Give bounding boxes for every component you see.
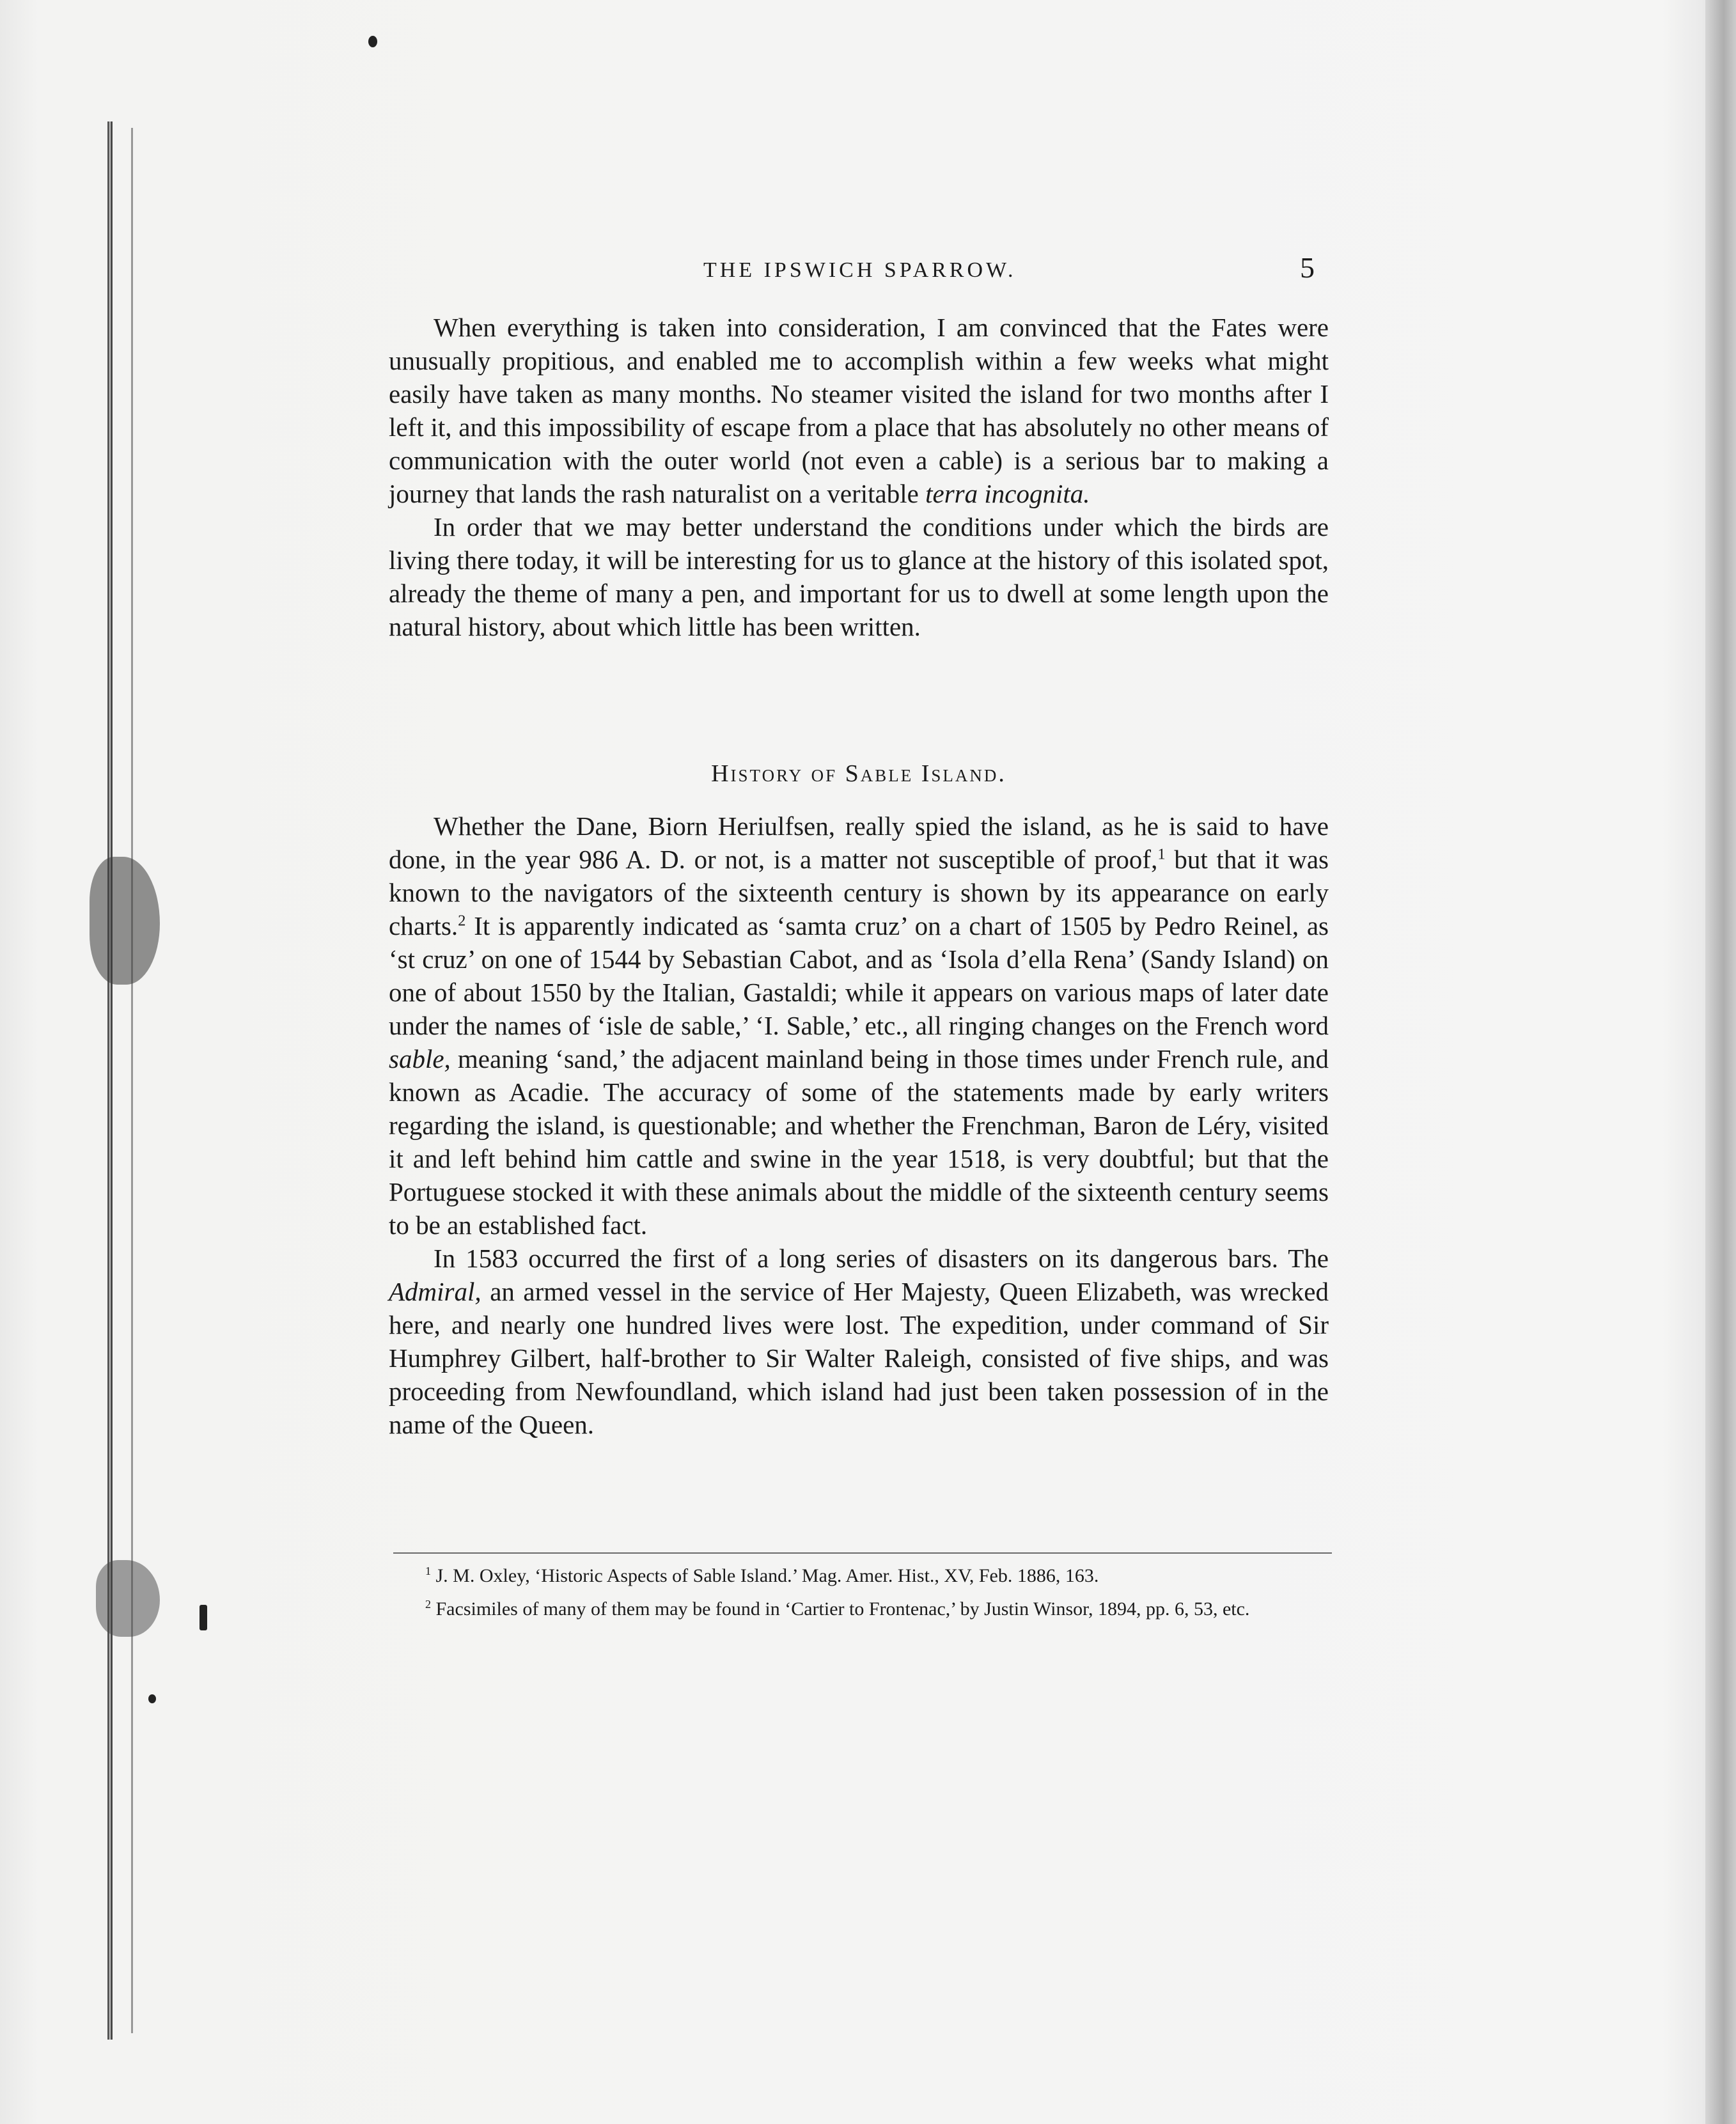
italic-term: terra incognita. [925, 479, 1090, 508]
footnote [393, 1563, 1332, 1589]
paragraph-text: Whether the Dane, Biorn Heriulfsen, really spied the island, as he is said to have done, in the year 986 A. D. or not, is a matter not susceptible of proof, [389, 811, 1329, 874]
footnote-ref: 2 [458, 912, 466, 930]
paragraph-text: When everything is taken into consideration, I am convinced that the Fates were unusually propitious, and enabled me to accomplish within a few weeks what might easily have taken as many months. No steamer visited the island for two months after I left it, and this impossibility of escape from a place that has absolutely no other means of communication with the outer world (not even a cable) is a serious bar to making a journey that lands the rash naturalist on a veritable [389, 313, 1329, 508]
section-heading: History of Sable Island. [711, 760, 1006, 787]
paragraph [389, 311, 1329, 510]
paragraph: In order that we may better understand the conditions under which the birds are living there today, it will be interesting for us to glance at the history of this isolated spot, already the theme of many a pen, and important for us to dwell at some length upon the natural history, about which little has been written. [389, 512, 1329, 641]
ship-name: Admiral, [389, 1277, 481, 1306]
page-number: 5 [1300, 251, 1315, 284]
binding-edge [107, 121, 113, 2040]
paragraph [389, 809, 1329, 1242]
footnote-divider [393, 1552, 1332, 1554]
ink-speck [368, 36, 377, 47]
paragraph-text: In 1583 occurred the first of a long series of disasters on its dangerous bars. The [434, 1244, 1329, 1273]
footnote-ref: 1 [1157, 845, 1166, 863]
footnote-text: J. M. Oxley, ‘Historic Aspects of Sable Island.’ Mag. Amer. Hist., XV, Feb. 1886, 163. [431, 1565, 1099, 1586]
footnote-mark: 1 [425, 1565, 431, 1577]
ink-speck [148, 1694, 156, 1703]
footnote-text: Facsimiles of many of them may be found in ‘Cartier to Frontenac,’ by Justin Winsor, 1894, pp. 6, 53, etc. [431, 1598, 1250, 1620]
italic-term: sable, [389, 1044, 451, 1074]
ink-mark [199, 1605, 207, 1630]
paragraph-text: but that it was known to the navigators of the sixteenth century is shown by its appearance on early charts. [389, 845, 1329, 941]
paper-tear [96, 1560, 160, 1637]
intro-text [389, 311, 1329, 643]
running-head: THE IPSWICH SPARROW. [703, 258, 1017, 282]
paragraph-text: It is apparently indicated as ‘samta cruz’ on a chart of 1505 by Pedro Reinel, as ‘st cruz’ on one of 1544 by Sebastian Cabot, and as ‘Isola d’ella Rena’ (Sandy Island) on one of about 1550 by the Italian, Gastaldi; while it appears on various maps of later date under the names of ‘isle de sable,’ ‘I. Sable,’ etc., all ringing changes on the French word [389, 911, 1329, 1040]
footnote [393, 1596, 1332, 1623]
paragraph [389, 1242, 1329, 1441]
footnote-mark: 2 [425, 1598, 431, 1611]
footnotes [393, 1563, 1332, 1629]
paragraph-text: meaning ‘sand,’ the adjacent mainland being in those times under French rule, and known as Acadie. The accuracy of some of the statements made by early writers regarding the island, is questionable; and whether the Frenchman, Baron de Léry, visited it and left behind him cattle and swine in the year 1518, is very doubtful; but that the Portuguese stocked it with these animals about the middle of the sixteenth century seems to be an established fact. [389, 1044, 1329, 1240]
history-text [389, 809, 1329, 1441]
paper-tear [90, 857, 160, 985]
page-edge-shadow [1705, 0, 1736, 2124]
page-header [396, 251, 1317, 293]
paragraph-text: an armed vessel in the service of Her Majesty, Queen Elizabeth, was wrecked here, and nearly one hundred lives were lost. The expedition, under command of Sir Humphrey Gilbert, half-brother to Sir Walter Raleigh, consisted of five ships, and was proceeding from Newfoundland, which island had just been taken possession of in the name of the Queen. [389, 1277, 1329, 1439]
binding-crease [131, 128, 133, 2033]
